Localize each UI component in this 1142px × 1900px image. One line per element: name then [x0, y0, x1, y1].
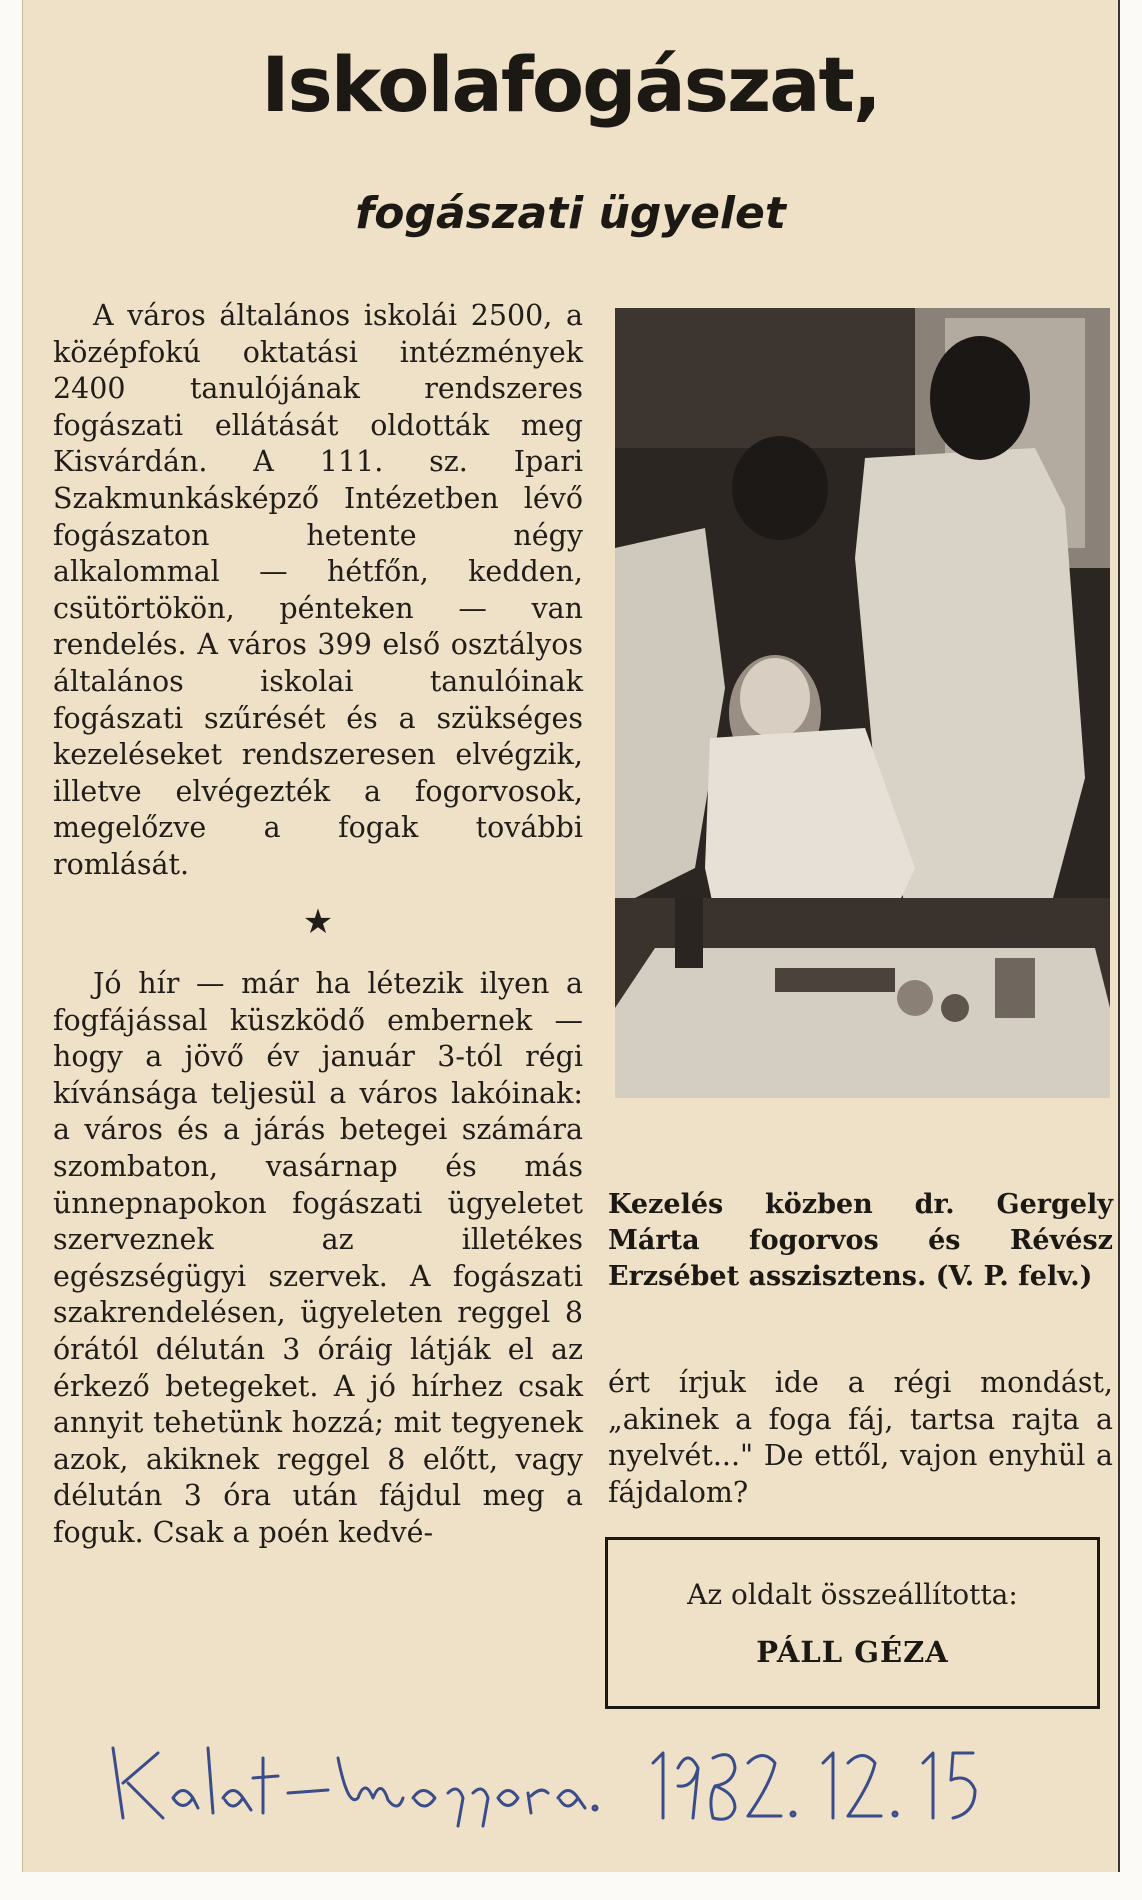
credit-label: Az oldalt összeállította:: [687, 1578, 1018, 1611]
section-separator-star: ★: [302, 901, 334, 942]
handwritten-source-annotation: [103, 1738, 1093, 1828]
credit-box: [605, 1537, 1100, 1709]
article-left-column: [53, 298, 583, 1552]
article-paragraph-3: ért írjuk ide a régi mondást, „akinek a foga fáj, tartsa rajta a nyelvét..." De ettől, vajon enyhül a fájdalom?: [608, 1366, 1113, 1509]
newspaper-clipping: [22, 0, 1120, 1872]
article-subtitle: fogászati ügyelet: [355, 188, 786, 239]
article-paragraph-1: A város általános iskolái 2500, a középfokú oktatási intézmények 2400 tanulójának rendszeres fogászati ellátását oldották meg Kisvárdán. A 111. sz. Ipari Szakmunkásképző Intézetben lévő fogászaton hetente négy alkalommal — hétfőn, kedden, csütörtökön, pénteken — van rendelés. A város 399 első osztályos általános iskolai tanulóinak fogászati szűrését és a szükséges kezeléseket rendszeresen elvégzik, illetve elvégezték a fogorvosok, megelőzve a fogak további romlását.: [53, 299, 583, 881]
article-title: Iskolafogászat,: [261, 40, 880, 129]
photo-caption: Kezelés közben dr. Gergely Márta fogorvos és Révész Erzsébet asszisztens. (V. P. felv.): [608, 1189, 1113, 1292]
photo-illustration: [615, 308, 1110, 1098]
credit-author-name: PÁLL GÉZA: [756, 1635, 949, 1669]
dental-treatment-photo: [615, 308, 1110, 1098]
article-paragraph-2: Jó hír — már ha létezik ilyen a fogfájással küszködő embernek — hogy a jövő év január 3-tól régi kívánsága teljesül a város lakóinak: a város és a járás betegei számára szombaton, vasárnap és más ünnepnapokon fogászati ügyeletet szerveznek az illetékes egészségügyi szervek. A fogászati szakrendelésen, ügyeleten reggel 8 órától délután 3 óráig látják el az érkező betegeket. A jó hírhez csak annyit tehetünk hozzá; mit tegyenek azok, akiknek reggel 8 előtt, vagy délután 3 óra után fájdul meg a foguk. Csak a poén kedvé-: [53, 967, 583, 1549]
